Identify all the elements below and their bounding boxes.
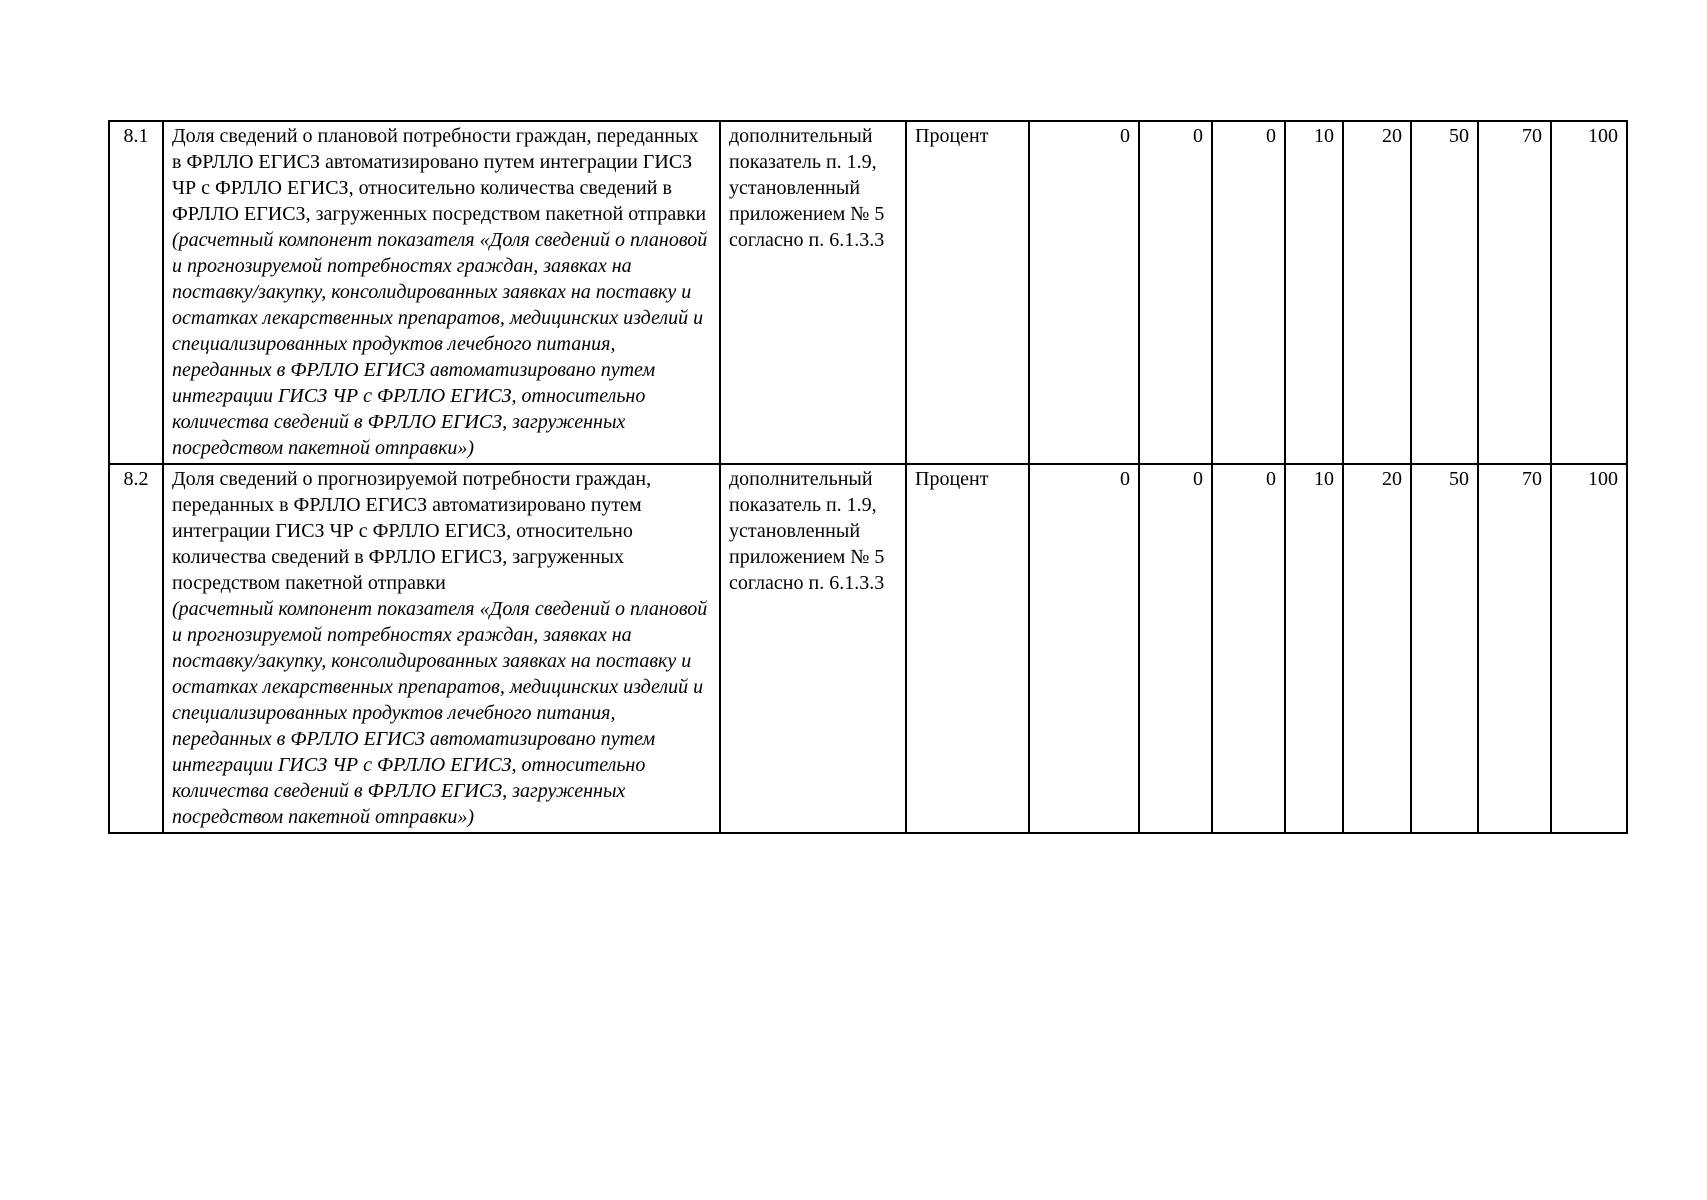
indicator-unit: Процент (906, 121, 1029, 464)
indicator-note: (расчетный компонент показателя «Доля сведений о плановой и прогнозируемой потребностях граждан, заявках на поставку/закупку, консолидированных заявках на поставку и остатках лекарственных препаратов, медицинских изделий и специализированных продуктов лечебного питания, переданных в ФРЛЛО ЕГИСЗ автоматизировано путем интеграции ГИСЗ ЧР с ФРЛЛО ЕГИСЗ, относительно количества сведений в ФРЛЛО ЕГИСЗ, загруженных посредством пакетной отправки») (172, 598, 708, 828)
value-cell: 0 (1029, 464, 1139, 833)
indicators-table (108, 120, 1628, 834)
row-index: 8.1 (109, 121, 163, 464)
indicator-type: дополнительный показатель п. 1.9, установленный приложением № 5 согласно п. 6.1.3.3 (720, 464, 906, 833)
indicator-title: Доля сведений о плановой потребности граждан, переданных в ФРЛЛО ЕГИСЗ автоматизировано путем интеграции ГИСЗ ЧР с ФРЛЛО ЕГИСЗ, относительно количества сведений в ФРЛЛО ЕГИСЗ, загруженных посредством пакетной отправки (172, 125, 707, 225)
value-cell: 0 (1212, 464, 1285, 833)
value-cell: 0 (1029, 121, 1139, 464)
value-cell: 70 (1478, 464, 1551, 833)
value-cell: 10 (1285, 464, 1343, 833)
value-cell: 20 (1343, 121, 1411, 464)
value-cell: 70 (1478, 121, 1551, 464)
table-row (109, 464, 1627, 833)
value-cell: 0 (1139, 121, 1212, 464)
value-cell: 50 (1411, 121, 1478, 464)
table-row (109, 121, 1627, 464)
value-cell: 0 (1139, 464, 1212, 833)
value-cell: 0 (1212, 121, 1285, 464)
value-cell: 10 (1285, 121, 1343, 464)
indicator-note: (расчетный компонент показателя «Доля сведений о плановой и прогнозируемой потребностях граждан, заявках на поставку/закупку, консолидированных заявках на поставку и остатках лекарственных препаратов, медицинских изделий и специализированных продуктов лечебного питания, переданных в ФРЛЛО ЕГИСЗ автоматизировано путем интеграции ГИСЗ ЧР с ФРЛЛО ЕГИСЗ, относительно количества сведений в ФРЛЛО ЕГИСЗ, загруженных посредством пакетной отправки») (172, 229, 708, 459)
value-cell: 100 (1551, 464, 1627, 833)
indicator-type: дополнительный показатель п. 1.9, установленный приложением № 5 согласно п. 6.1.3.3 (720, 121, 906, 464)
value-cell: 100 (1551, 121, 1627, 464)
value-cell: 20 (1343, 464, 1411, 833)
indicator-name-cell (163, 464, 720, 833)
indicator-unit: Процент (906, 464, 1029, 833)
indicator-name-cell (163, 121, 720, 464)
row-index: 8.2 (109, 464, 163, 833)
value-cell: 50 (1411, 464, 1478, 833)
indicator-title: Доля сведений о прогнозируемой потребности граждан, переданных в ФРЛЛО ЕГИСЗ автоматизировано путем интеграции ГИСЗ ЧР с ФРЛЛО ЕГИСЗ, относительно количества сведений в ФРЛЛО ЕГИСЗ, загруженных посредством пакетной отправки (172, 468, 652, 594)
